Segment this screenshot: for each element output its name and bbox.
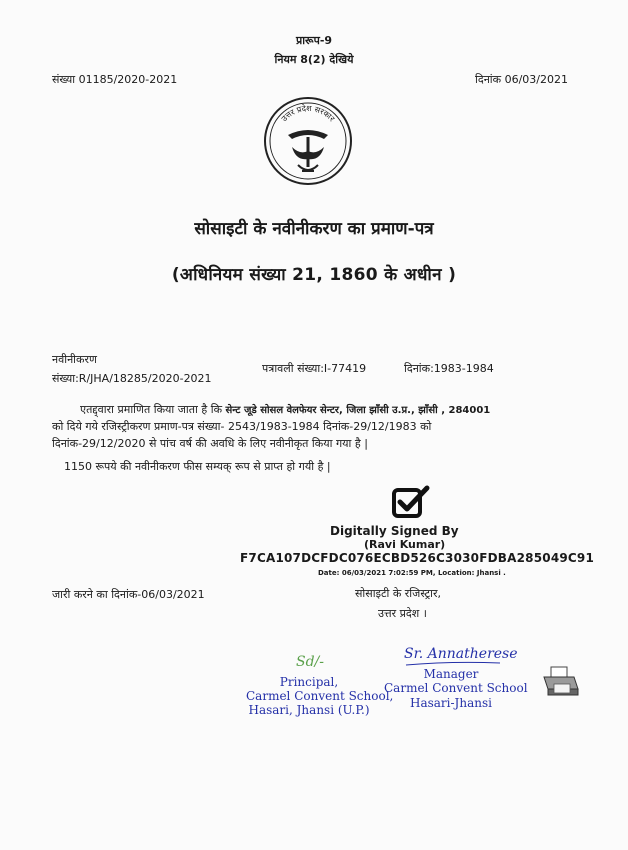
manager-stamp-line-2: Carmel Convent School	[384, 681, 528, 695]
registrar-state: उत्तर प्रदेश ।	[378, 607, 427, 620]
body-line-1	[80, 402, 490, 417]
principal-signature	[294, 646, 346, 672]
registrar-title: सोसाइटी के रजिस्ट्रार,	[355, 587, 441, 600]
signer-name: (Ravi Kumar)	[364, 538, 446, 551]
certify-text: एतद्द्वारा प्रमाणित किया जाता है कि	[80, 403, 223, 416]
manager-signature	[402, 636, 518, 670]
printer-icon[interactable]	[540, 665, 580, 699]
rule-reference: नियम 8(2) देखिये	[274, 53, 354, 66]
header-date: दिनांक 06/03/2021	[475, 73, 568, 86]
principal-signature-text: Sd/-	[296, 654, 324, 670]
principal-stamp-line-3: Hasari, Jhansi (U.P.)	[248, 703, 370, 717]
principal-stamp-line-1: Principal,	[279, 675, 339, 689]
certificate-subtitle: (अधिनियम संख्या 21, 1860 के अधीन )	[171, 265, 457, 285]
body-line-2: को दिये गये रजिस्ट्रीकरण प्रमाण-पत्र संख्या- 2543/1983-1984 दिनांक-29/12/1983 को	[52, 420, 432, 433]
manager-signature-text: Sr. Annatherese	[404, 646, 518, 662]
manager-stamp-line-1: Manager	[423, 667, 479, 681]
certificate-title: सोसाइटी के नवीनीकरण का प्रमाण-पत्र	[194, 219, 434, 239]
society-address: जिला झाँसी उ.प्र., झाँसी , 284001	[346, 405, 491, 416]
check-box-icon	[392, 484, 430, 518]
principal-stamp-line-2: Carmel Convent School,	[246, 689, 394, 703]
digital-signature-title: Digitally Signed By	[330, 524, 459, 538]
file-date: दिनांक:1983-1984	[404, 362, 494, 375]
body-line-4: 1150 रूपये की नवीनीकरण फीस सम्यक् रूप से प्राप्त हो गयी है |	[64, 460, 331, 473]
reference-number: संख्या 01185/2020-2021	[52, 73, 178, 86]
svg-text:उत्तर प्रदेश सरकार	[280, 103, 337, 124]
manager-stamp-line-3: Hasari-Jhansi	[410, 696, 492, 710]
up-state-emblem-icon	[262, 95, 354, 187]
file-number: पत्रावली संख्या:I-77419	[262, 362, 367, 375]
body-line-3: दिनांक-29/12/2020 से पांच वर्ष की अवधि के लिए नवीनीकृत किया गया है |	[52, 437, 368, 450]
signature-hash: F7CA107DCFDC076ECBD526C3030FDBA285049C91	[240, 551, 595, 565]
renewal-label: नवीनीकरण	[52, 353, 97, 366]
renewal-number: संख्या:R/JHA/18285/2020-2021	[52, 372, 212, 385]
form-number: प्रारूप-9	[295, 34, 333, 47]
signature-date-location: Date: 06/03/2021 7:02:59 PM, Location: Jhansi .	[318, 569, 506, 577]
issue-date: जारी करने का दिनांक-06/03/2021	[52, 588, 205, 601]
emblem-text: उत्तर प्रदेश सरकार	[279, 103, 337, 124]
society-name: सेन्ट जूडे सोसल वेलफेयर सेन्टर,	[225, 405, 343, 416]
